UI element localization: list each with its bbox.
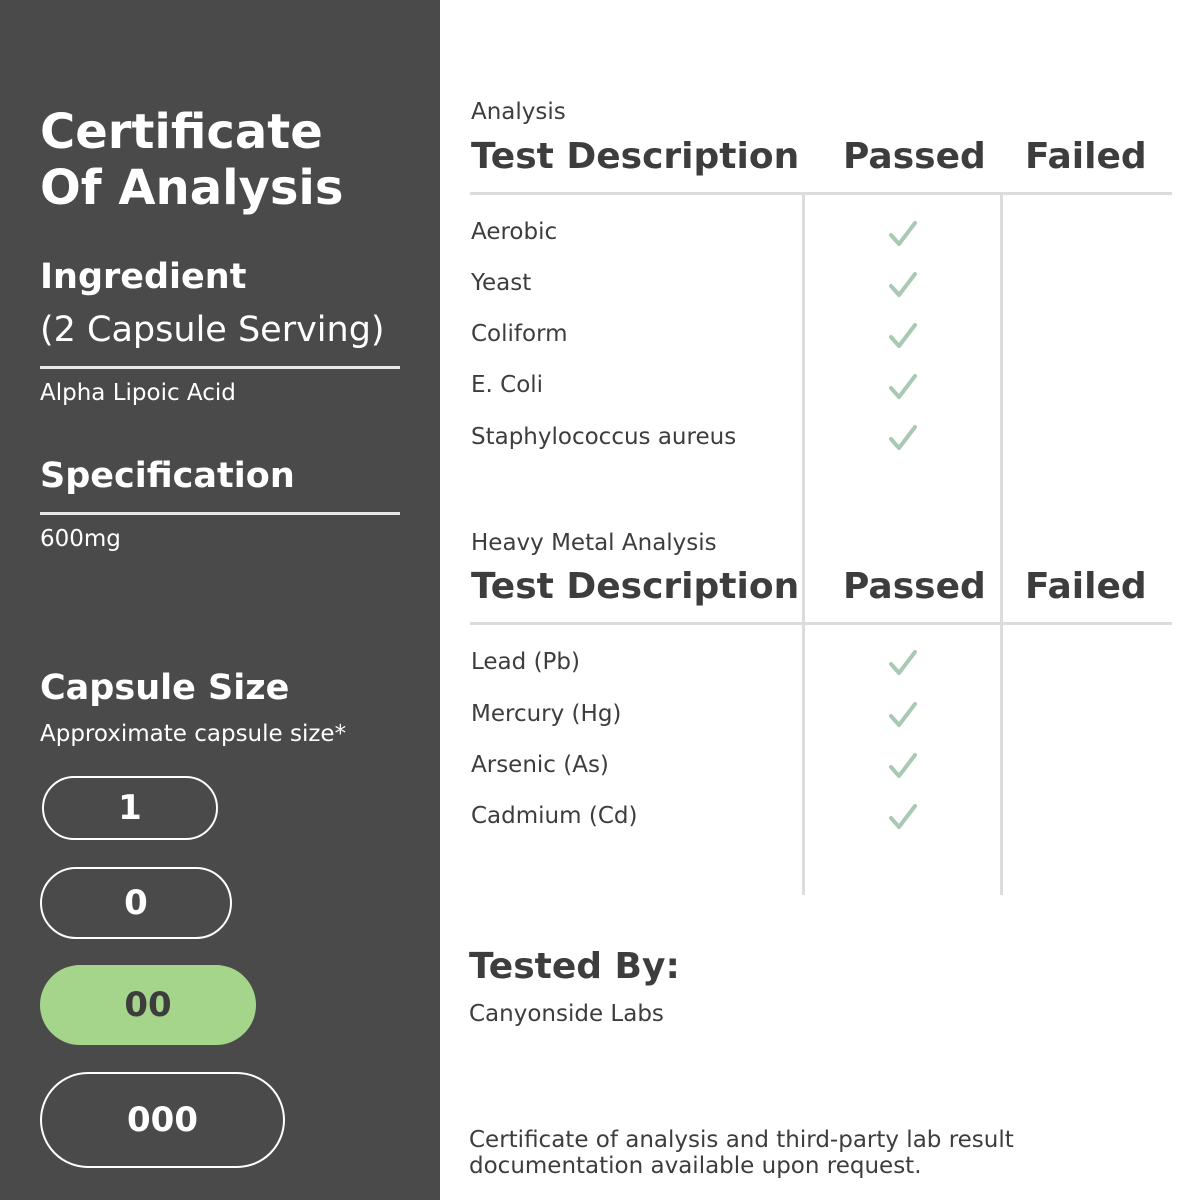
tested-by-heading: Tested By: [469,946,680,987]
analysis-row-label: Yeast [471,270,532,296]
heavy-metal-header-failed: Failed [1025,566,1147,607]
ingredient-heading: Ingredient [40,257,247,297]
capsule-size-00-selected[interactable] [40,965,256,1045]
checkmark-icon [887,218,919,250]
checkmark-icon [887,371,919,403]
capsule-size-1[interactable] [42,776,218,840]
heavy-metal-row-label: Cadmium (Cd) [471,803,638,829]
checkmark-icon [887,320,919,352]
capsule-size-label: 0 [124,883,148,923]
tested-by-lab: Canyonside Labs [469,1001,664,1027]
ingredient-serving: (2 Capsule Serving) [40,310,385,350]
heavy-metal-section-label: Heavy Metal Analysis [471,530,717,556]
ingredient-value: Alpha Lipoic Acid [40,380,236,406]
analysis-row-label: Staphylococcus aureus [471,424,737,450]
failed-column-divider [1000,195,1003,895]
specification-divider [40,512,400,515]
analysis-header-divider [470,192,1172,195]
specification-value: 600mg [40,526,121,552]
analysis-section-label: Analysis [471,99,566,125]
capsule-size-heading: Capsule Size [40,668,290,708]
heavy-metal-row-label: Mercury (Hg) [471,701,622,727]
heavy-metal-header-description: Test Description [471,566,800,607]
capsule-size-label: 1 [118,788,142,828]
right-panel [440,0,1200,1200]
analysis-row-label: Coliform [471,321,568,347]
capsule-size-label: 000 [127,1100,198,1140]
capsule-size-label: 00 [124,985,172,1025]
specification-heading: Specification [40,456,295,496]
certificate-title-line-1: Certificate [40,104,323,160]
checkmark-icon [887,699,919,731]
ingredient-divider [40,366,400,369]
capsule-size-000[interactable] [40,1072,285,1168]
passed-column-divider [802,195,805,895]
checkmark-icon [887,801,919,833]
certificate-title [40,104,343,216]
checkmark-icon [887,750,919,782]
left-panel [0,0,440,1200]
checkmark-icon [887,422,919,454]
heavy-metal-row-label: Lead (Pb) [471,649,580,675]
heavy-metal-header-passed: Passed [843,566,986,607]
capsule-size-0[interactable] [40,867,232,939]
heavy-metal-row-label: Arsenic (As) [471,752,609,778]
certificate-title-line-2: Of Analysis [40,160,344,216]
footnote: Certificate of analysis and third-party lab result documentation available upon request. [469,1127,1014,1179]
analysis-header-passed: Passed [843,136,986,177]
checkmark-icon [887,269,919,301]
analysis-row-label: E. Coli [471,372,544,398]
analysis-row-label: Aerobic [471,219,558,245]
analysis-header-description: Test Description [471,136,800,177]
checkmark-icon [887,647,919,679]
analysis-header-failed: Failed [1025,136,1147,177]
heavy-metal-header-divider [470,622,1172,625]
capsule-size-subtitle: Approximate capsule size* [40,721,347,747]
